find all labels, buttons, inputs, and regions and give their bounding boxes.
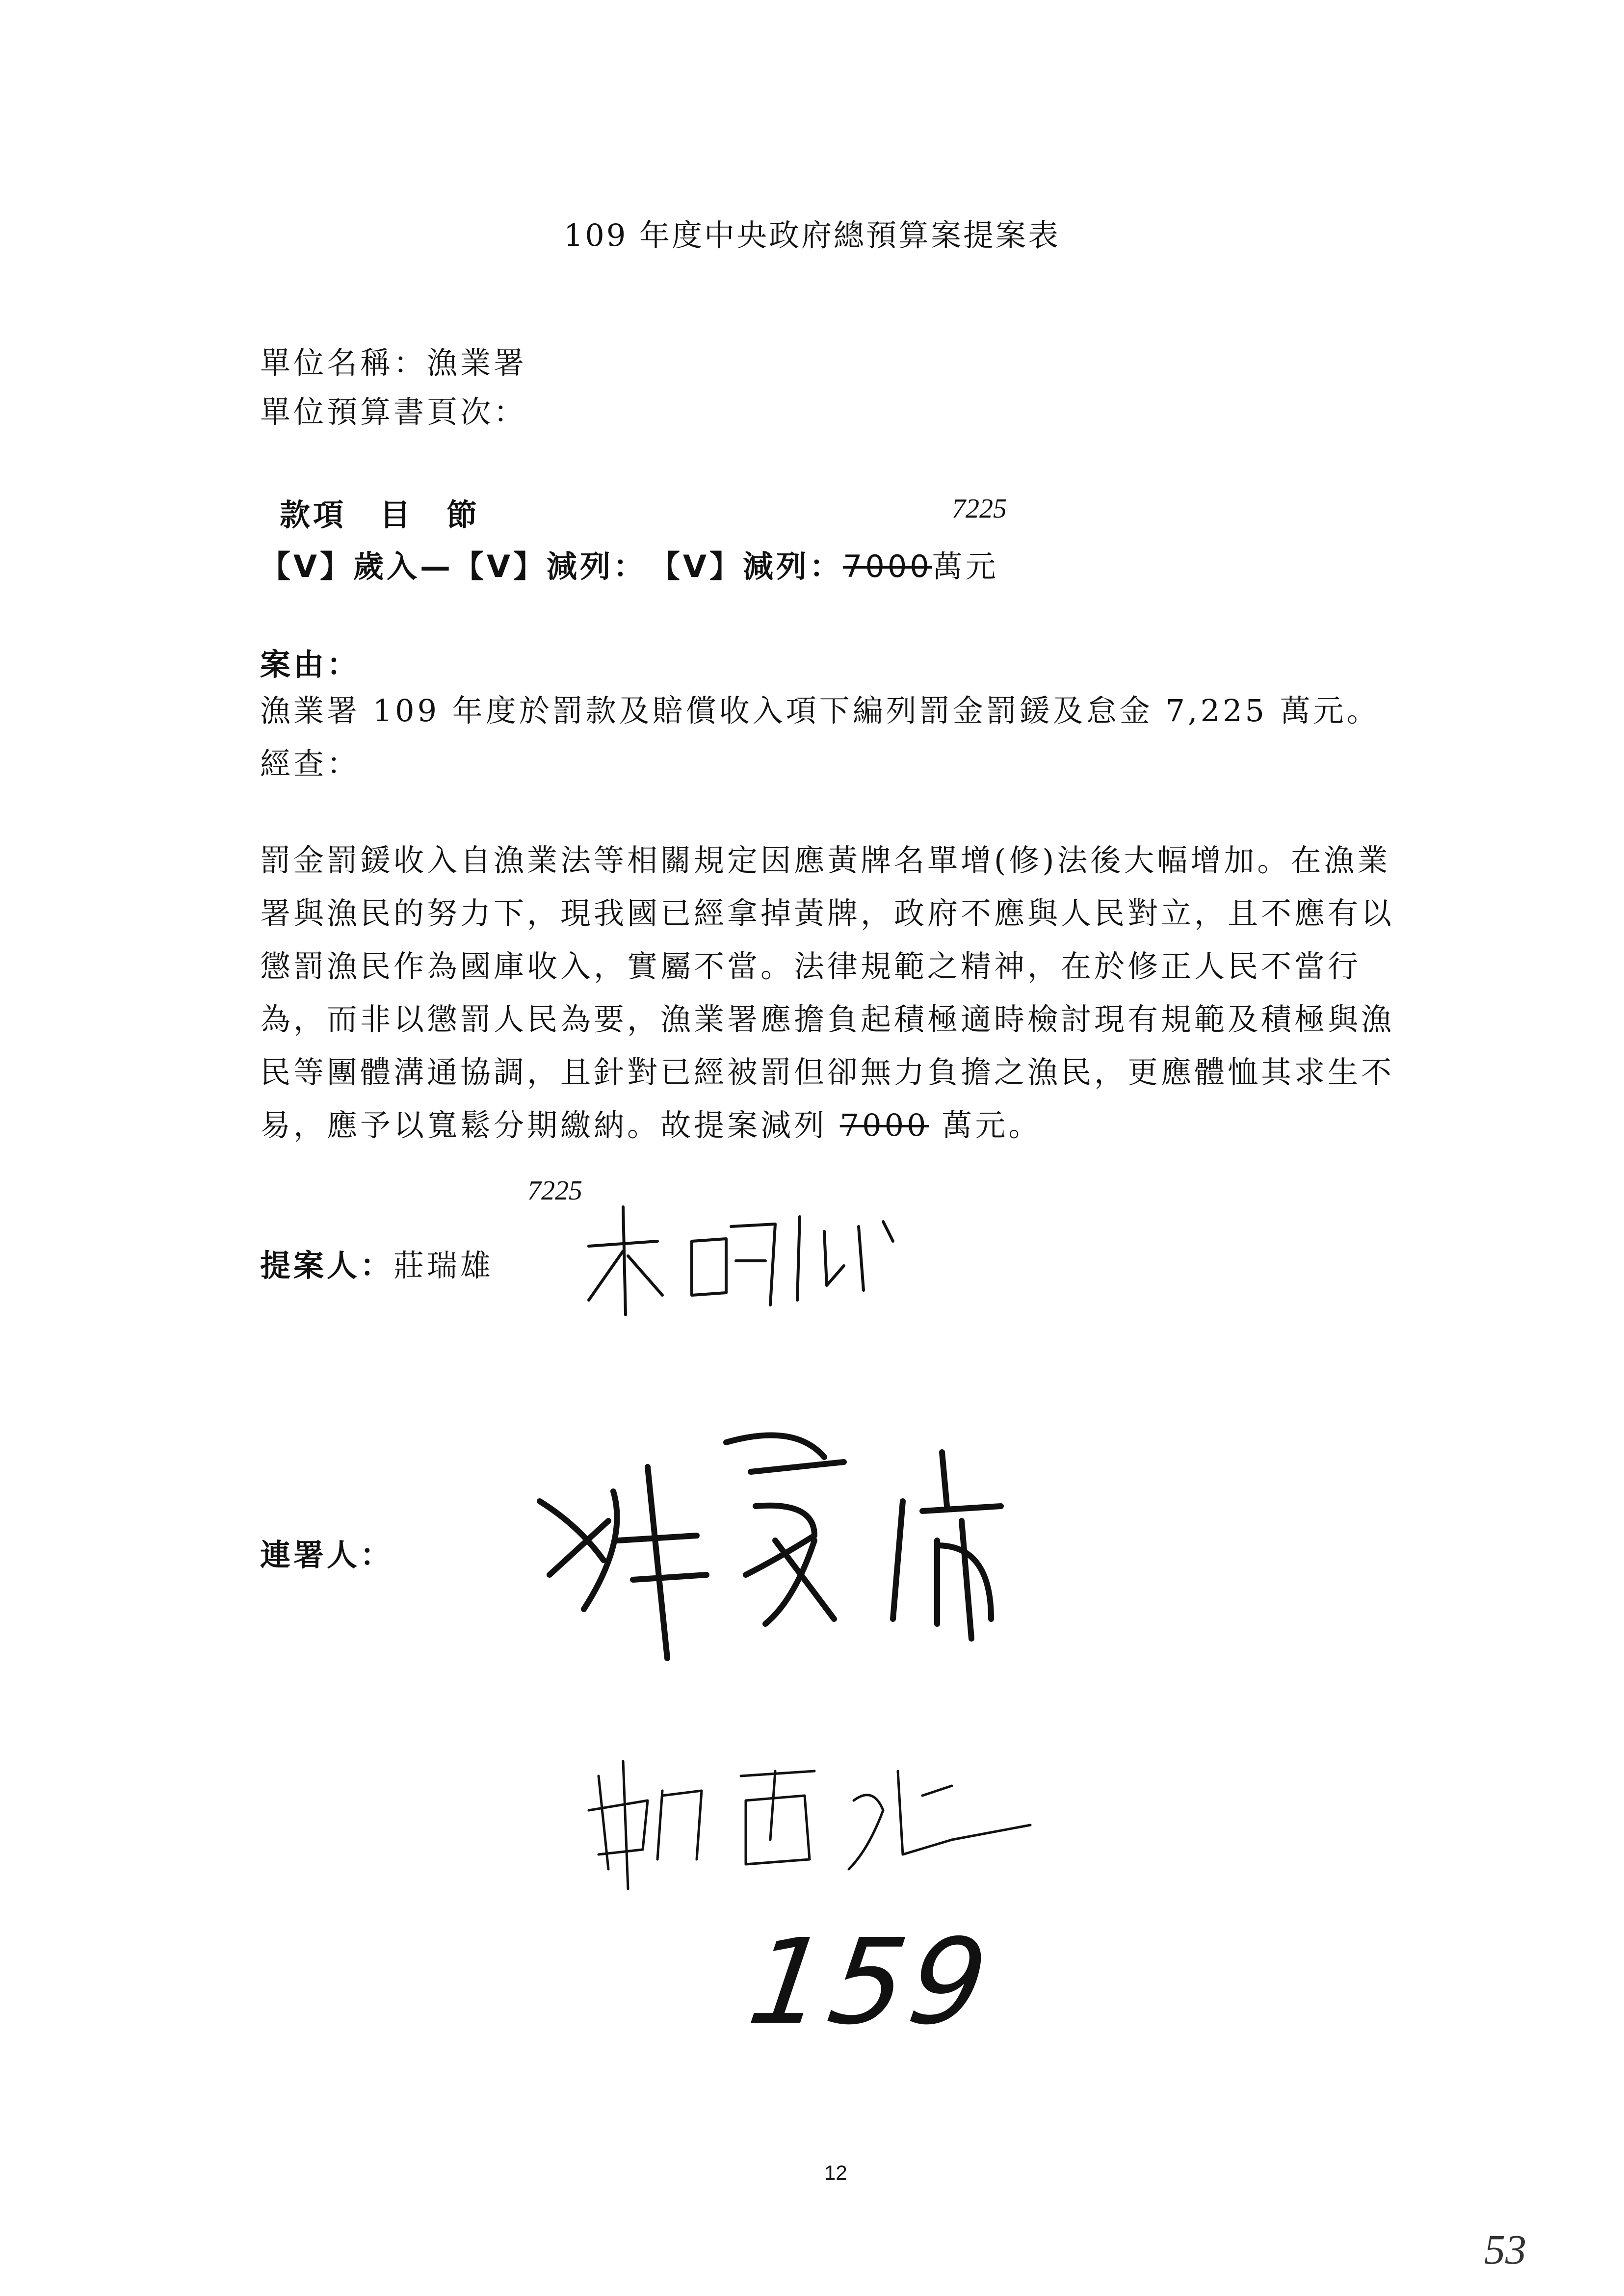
page-number: 12: [824, 2161, 847, 2184]
reason-paragraph-2: [260, 834, 1398, 1152]
reason-paragraph-1: 漁業署 109 年度於罰款及賠償收入項下編列罰金罰鍰及怠金 7,225 萬元。經查：: [260, 693, 1380, 782]
amount-unit: 萬元: [932, 548, 999, 584]
proposer-signature: [569, 1187, 942, 1334]
reason-handwritten-amount: 7225: [527, 1175, 582, 1206]
page-title: 109 年度中央政府總預算案提案表: [563, 217, 1061, 253]
unit-name: 單位名稱：漁業署: [260, 345, 527, 381]
proposer-name: 莊瑞雄: [393, 1248, 494, 1283]
corner-page-number: 53: [1484, 2226, 1526, 2273]
reason-struck-amount: 7000: [839, 1107, 929, 1143]
cosigner-label: 連署人：: [260, 1537, 394, 1573]
reason-main-text: 罰金罰鍰收入自漁業法等相關規定因應黃牌名單增(修)法後大幅增加。在漁業署與漁民的努力下，現我國已經拿掉黃牌，政府不應與人民對立，且不應有以懲罰漁民作為國庫收入，實屬不當。法律規範之精神，在於修正人民不當行為，而非以懲罰人民為要，漁業署應擔負起積極適時檢討現有規範及積極與漁民等團體溝通協調，且針對已經被罰但卻無力負擔之漁民，更應體恤其求生不易，應予以寬鬆分期繳納。故提案減列: [260, 842, 1395, 1143]
reason-label: 案由：: [260, 647, 361, 682]
cosigner-signature-1: [520, 1413, 1050, 1688]
struck-amount: 7000: [842, 548, 932, 584]
handwritten-amount-annotation: 7225: [952, 494, 1007, 524]
unit-budget-page: 單位預算書頁次：: [260, 394, 527, 430]
cosigner-signature-2: [579, 1742, 1040, 1899]
proposer-line: [260, 1241, 494, 1285]
proposer-label: 提案人：: [260, 1248, 394, 1283]
action-options: 【V】歲入—【V】減列： 【V】減列：: [260, 548, 843, 584]
section-header: 款項 目 節: [280, 497, 480, 533]
handwritten-number: 159: [741, 1913, 1000, 2051]
action-line: [260, 542, 999, 586]
reason-tail: 萬元。: [929, 1107, 1042, 1143]
